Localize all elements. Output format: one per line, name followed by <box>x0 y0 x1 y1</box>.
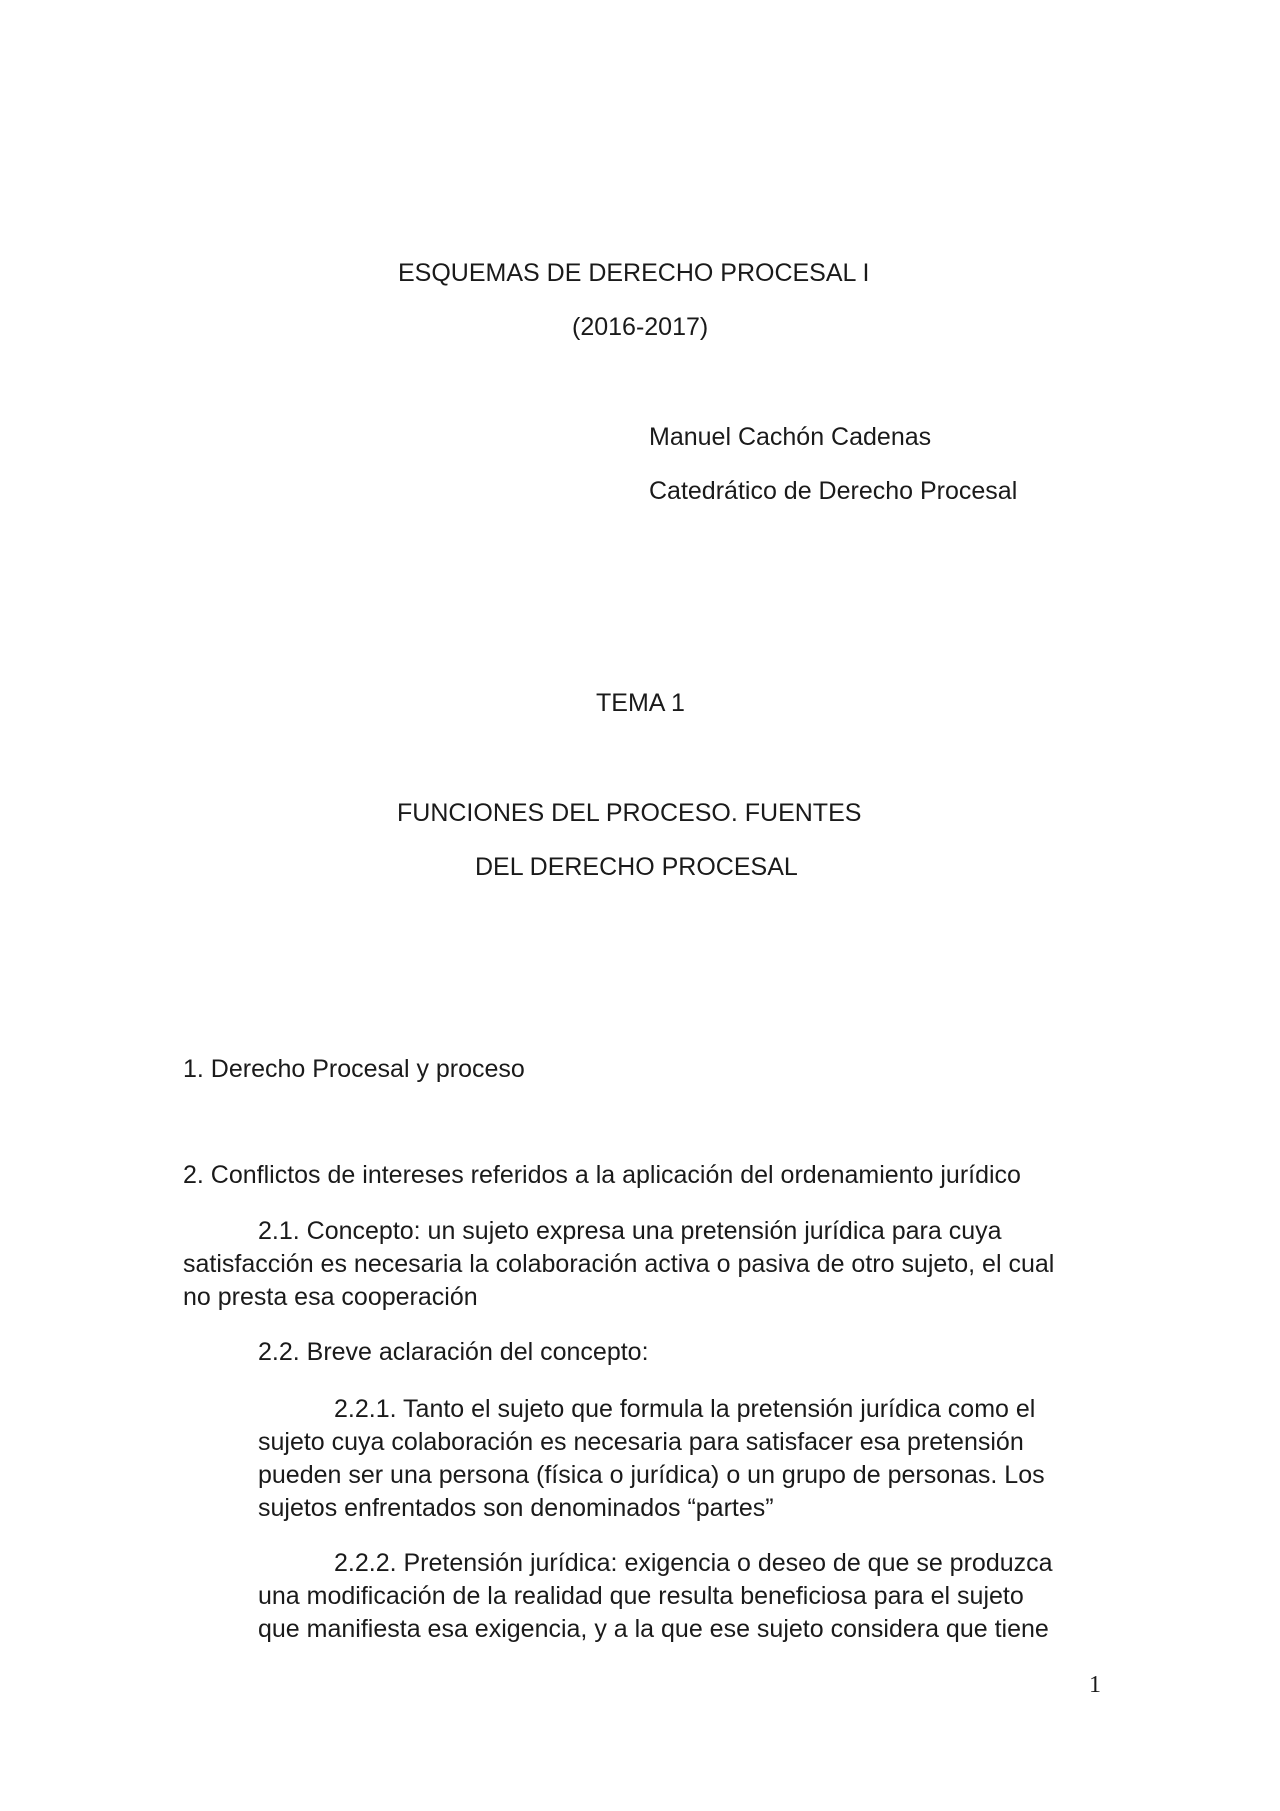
section-1-heading: 1. Derecho Procesal y proceso <box>183 1055 525 1083</box>
author-position: Catedrático de Derecho Procesal <box>649 477 1018 505</box>
subsection-2-2-2-line: que manifiesta esa exigencia, y a la que ese sujeto considera que tiene <box>258 1615 1049 1643</box>
author-name: Manuel Cachón Cadenas <box>649 423 932 451</box>
subsection-2-2-1-line: sujeto cuya colaboración es necesaria para satisfacer esa pretensión <box>258 1428 1024 1456</box>
subsection-2-2-1-line: sujetos enfrentados son denominados “partes” <box>258 1494 774 1522</box>
document-title: ESQUEMAS DE DERECHO PROCESAL I <box>398 259 870 287</box>
subsection-2-1-line: satisfacción es necesaria la colaboración activa o pasiva de otro sujeto, el cual <box>183 1250 1055 1278</box>
subsection-2-2-1-line: pueden ser una persona (física o jurídica) o un grupo de personas. Los <box>258 1461 1045 1489</box>
subsection-2-2-2-line: una modificación de la realidad que resulta beneficiosa para el sujeto <box>258 1582 1024 1610</box>
section-2-heading: 2. Conflictos de intereses referidos a la aplicación del ordenamiento jurídico <box>183 1161 1021 1189</box>
subsection-2-1-line: 2.1. Concepto: un sujeto expresa una pretensión jurídica para cuya <box>258 1217 1002 1245</box>
subsection-2-2-2-line: 2.2.2. Pretensión jurídica: exigencia o deseo de que se produzca <box>334 1549 1053 1577</box>
page-number: 1 <box>1089 1672 1101 1698</box>
topic-title-line1: FUNCIONES DEL PROCESO. FUENTES <box>397 799 862 827</box>
topic-title-line2: DEL DERECHO PROCESAL <box>475 853 798 881</box>
academic-year: (2016-2017) <box>572 313 709 341</box>
subsection-2-2-heading: 2.2. Breve aclaración del concepto: <box>258 1338 649 1366</box>
topic-number: TEMA 1 <box>596 689 685 717</box>
subsection-2-2-1-line: 2.2.1. Tanto el sujeto que formula la pretensión jurídica como el <box>334 1395 1036 1423</box>
subsection-2-1-line: no presta esa cooperación <box>183 1283 478 1311</box>
